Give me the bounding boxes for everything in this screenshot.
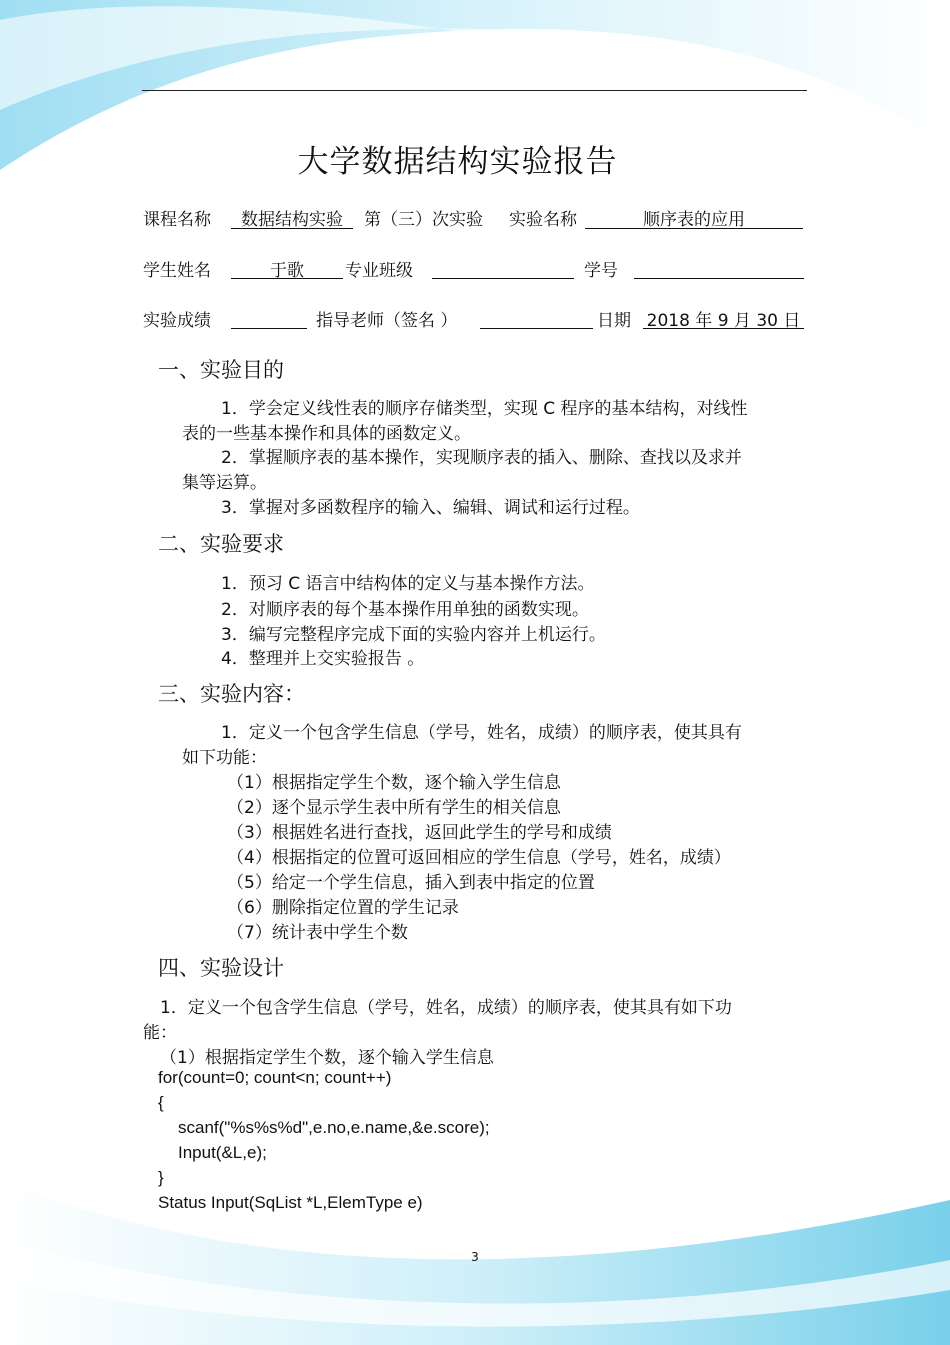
sec1-line: 1．学会定义线性表的顺序存储类型，实现 C 程序的基本结构，对线性 xyxy=(221,399,748,419)
sec3-line: 如下功能： xyxy=(182,748,267,768)
sec1-line: 3．掌握对多函数程序的输入、编辑、调试和运行过程。 xyxy=(221,498,640,518)
teacher-label: 指导老师（签名 ） xyxy=(316,311,458,331)
sec1-line: 表的一些基本操作和具体的函数定义。 xyxy=(182,424,471,444)
student-label: 学生姓名 xyxy=(143,261,211,281)
code-line: for(count=0; count<n; count++) xyxy=(158,1068,392,1087)
exp-name-underline xyxy=(585,227,803,229)
code-line: Input(&L,e); xyxy=(178,1143,267,1162)
page-title: 大学数据结构实验报告 xyxy=(297,144,618,180)
class-underline xyxy=(432,277,574,279)
code-line: scanf("%s%s%d",e.no,e.name,&e.score); xyxy=(178,1118,490,1137)
section-1-heading: 一、实验目的 xyxy=(158,358,284,382)
nth-label: 第（三）次实验 xyxy=(364,210,483,230)
course-value: 数据结构实验 xyxy=(241,210,343,230)
sec2-item: 3．编写完整程序完成下面的实验内容并上机运行。 xyxy=(221,625,606,645)
date-label: 日期 xyxy=(597,311,631,331)
student-underline xyxy=(231,277,343,279)
id-underline xyxy=(634,277,804,279)
section-3-heading: 三、实验内容： xyxy=(158,682,305,706)
code-line: } xyxy=(158,1168,164,1187)
section-4-heading: 四、实验设计 xyxy=(158,956,284,980)
sec3-item: （2）逐个显示学生表中所有学生的相关信息 xyxy=(227,798,561,818)
exp-name-value: 顺序表的应用 xyxy=(643,210,745,230)
sec3-item: （7）统计表中学生个数 xyxy=(227,923,408,943)
course-underline xyxy=(231,227,353,229)
sec4-line: 能： xyxy=(143,1023,177,1043)
sec2-item: 2．对顺序表的每个基本操作用单独的函数实现。 xyxy=(221,600,589,620)
date-underline xyxy=(643,327,804,329)
sec1-line: 集等运算。 xyxy=(182,473,267,493)
page-number: 3 xyxy=(471,1250,479,1264)
sec3-item: （6）删除指定位置的学生记录 xyxy=(227,898,459,918)
teacher-underline xyxy=(480,327,593,329)
sec4-line: （1）根据指定学生个数，逐个输入学生信息 xyxy=(160,1048,494,1068)
class-label: 专业班级 xyxy=(345,261,413,281)
header-rule xyxy=(142,90,807,91)
sec3-item: （1）根据指定学生个数，逐个输入学生信息 xyxy=(227,773,561,793)
sec3-item: （3）根据姓名进行查找，返回此学生的学号和成绩 xyxy=(227,823,612,843)
sec3-item: （4）根据指定的位置可返回相应的学生信息（学号，姓名，成绩） xyxy=(227,848,731,868)
date-value: 2018 年 9 月 30 日 xyxy=(646,311,801,331)
sec2-item: 1．预习 C 语言中结构体的定义与基本操作方法。 xyxy=(221,574,595,594)
section-2-heading: 二、实验要求 xyxy=(158,532,284,556)
code-line: Status Input(SqList *L,ElemType e) xyxy=(158,1193,423,1212)
sec3-line: 1．定义一个包含学生信息（学号，姓名，成绩）的顺序表，使其具有 xyxy=(221,723,742,743)
sec4-line: 1．定义一个包含学生信息（学号，姓名，成绩）的顺序表，使其具有如下功 xyxy=(160,998,732,1018)
id-label: 学号 xyxy=(584,261,618,281)
course-label: 课程名称 xyxy=(143,210,211,230)
grade-label: 实验成绩 xyxy=(143,311,211,331)
grade-underline xyxy=(231,327,307,329)
code-line: { xyxy=(158,1093,164,1112)
student-value: 于歌 xyxy=(270,261,304,281)
sec1-line: 2．掌握顺序表的基本操作，实现顺序表的插入、删除、查找以及求并 xyxy=(221,448,742,468)
sec2-item: 4．整理并上交实验报告 。 xyxy=(221,649,425,669)
sec3-item: （5）给定一个学生信息，插入到表中指定的位置 xyxy=(227,873,595,893)
exp-name-label: 实验名称 xyxy=(509,210,577,230)
